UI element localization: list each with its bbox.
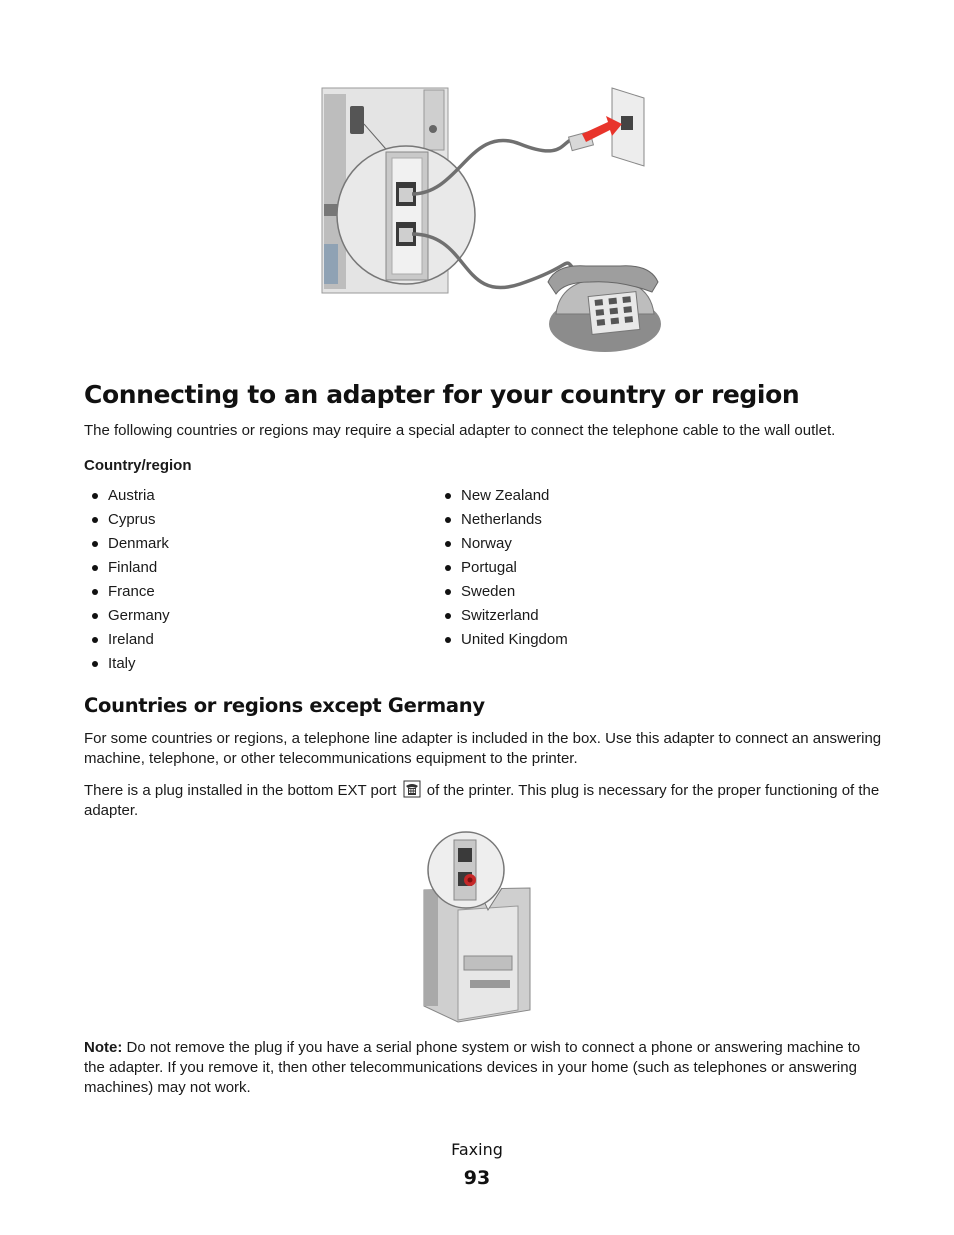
note-label: Note: <box>84 1039 123 1056</box>
list-item: Denmark <box>84 532 170 556</box>
list-item: Switzerland <box>437 604 568 628</box>
list-item: Portugal <box>437 556 568 580</box>
list-item: Austria <box>84 484 170 508</box>
list-item: Netherlands <box>437 508 568 532</box>
ext-port-plug-illustration <box>418 830 536 1024</box>
ext-port-text-after: of the printer. This plug is necessary for the proper functioning of the adapter. <box>84 782 880 819</box>
list-item: Ireland <box>84 628 170 652</box>
list-item: Finland <box>84 556 170 580</box>
list-item: Italy <box>84 652 170 676</box>
page-number: 93 <box>463 1167 491 1189</box>
list-item: Cyprus <box>84 508 170 532</box>
country-region-header: Country/region <box>84 457 192 474</box>
list-item: Germany <box>84 604 170 628</box>
list-item: France <box>84 580 170 604</box>
section-title: Connecting to an adapter for your country or region <box>84 380 800 409</box>
list-item: New Zealand <box>437 484 568 508</box>
telephone-ext-port-icon <box>403 780 421 798</box>
country-list-column-1 <box>84 484 170 676</box>
country-list-column-2 <box>437 484 568 652</box>
note-text: Do not remove the plug if you have a serial phone system or wish to connect a phone or answering machine to the adapter. If you remove it, then other telecommunications devices in your home (such as telephones or answering machines) may not work. <box>84 1039 861 1096</box>
list-item: Norway <box>437 532 568 556</box>
subsection-title: Countries or regions except Germany <box>84 694 485 717</box>
footer-section-label: Faxing <box>451 1140 503 1159</box>
adapter-paragraph: For some countries or regions, a telephone line adapter is included in the box. Use this adapter to connect an answering machine, telephone, or other telecommunications equipment to the printer. <box>84 730 882 767</box>
ext-port-paragraph <box>84 780 884 821</box>
intro-paragraph: The following countries or regions may require a special adapter to connect the telephone cable to the wall outlet. <box>84 422 836 439</box>
ext-port-text-before: There is a plug installed in the bottom EXT port <box>84 782 397 799</box>
note-paragraph <box>84 1038 884 1098</box>
printer-phone-connection-illustration <box>320 84 662 358</box>
list-item: United Kingdom <box>437 628 568 652</box>
list-item: Sweden <box>437 580 568 604</box>
